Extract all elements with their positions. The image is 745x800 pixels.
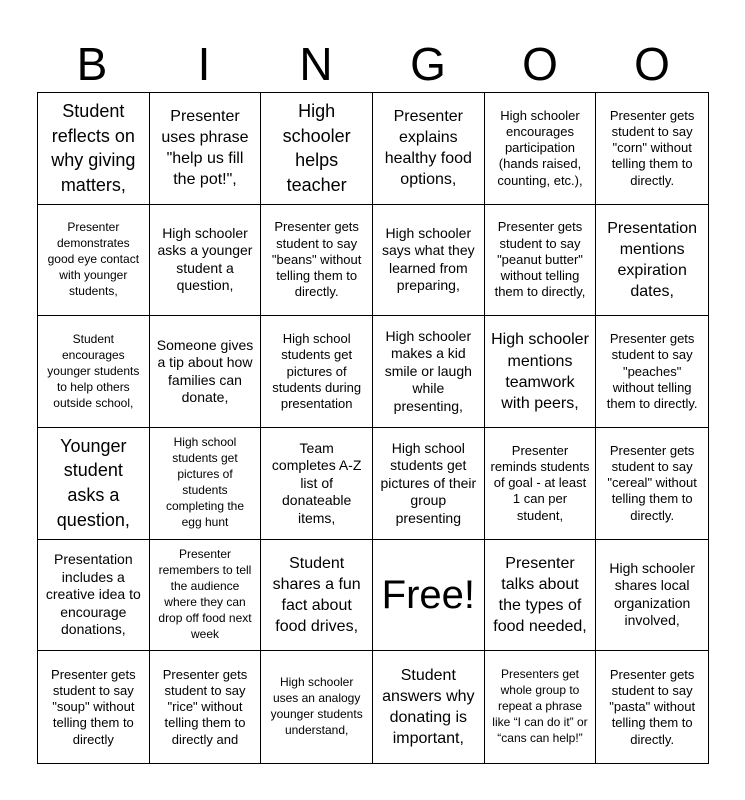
bingo-cell[interactable]: High schooler makes a kid smile or laugh while presenting, — [373, 316, 485, 428]
bingo-cell[interactable]: High school students get pictures of students during presentation — [261, 316, 373, 428]
bingo-cell[interactable]: Presenter remembers to tell the audience where they can drop off food next week — [150, 540, 262, 652]
free-space[interactable]: Free! — [373, 540, 485, 652]
bingo-cell[interactable]: High schooler says what they learned from preparing, — [373, 205, 485, 317]
header-letter-n: N — [299, 38, 333, 90]
bingo-cell[interactable]: Presenter gets student to say "corn" without telling them to directly. — [596, 93, 708, 205]
bingo-cell[interactable]: Presenter gets student to say "peaches" without telling them to directly. — [596, 316, 708, 428]
bingo-cell[interactable]: Presentation mentions expiration dates, — [596, 205, 708, 317]
bingo-cell[interactable]: Student reflects on why giving matters, — [38, 93, 150, 205]
bingo-cell[interactable]: High schooler encourages participation (hands raised, counting, etc.), — [485, 93, 597, 205]
bingo-cell[interactable]: Presenter gets student to say "peanut butter" without telling them to directly, — [485, 205, 597, 317]
bingo-cell[interactable]: Presenter gets student to say "soup" without telling them to directly — [38, 651, 150, 763]
header-letter-o-2: O — [634, 38, 670, 90]
bingo-cell[interactable]: Student answers why donating is important, — [373, 651, 485, 763]
bingo-cell[interactable]: Presenter reminds students of goal - at least 1 can per student, — [485, 428, 597, 540]
header-letter-o: O — [522, 38, 558, 90]
header-letter-g: G — [410, 38, 446, 90]
bingo-cell[interactable]: High schooler uses an analogy younger students understand, — [261, 651, 373, 763]
bingo-cell[interactable]: High schooler helps teacher — [261, 93, 373, 205]
bingo-cell[interactable]: High schooler mentions teamwork with peers, — [485, 316, 597, 428]
bingo-cell[interactable]: Presenter gets student to say "pasta" without telling them to directly. — [609, 666, 696, 747]
header-letter-i: I — [197, 38, 211, 90]
bingo-cell[interactable]: Presenter uses phrase "help us fill the pot!", — [150, 93, 262, 205]
bingo-cell[interactable]: Presenter gets student to say "rice" without telling them to directly and — [150, 651, 262, 763]
bingo-cell[interactable]: Presenter gets student to say "cereal" without telling them to directly. — [596, 428, 708, 540]
bingo-cell[interactable]: Younger student asks a question, — [38, 428, 150, 540]
bingo-cell[interactable]: High school students get pictures of their group presenting — [373, 428, 485, 540]
bingo-cell[interactable]: High schooler asks a younger student a question, — [150, 205, 262, 317]
bingo-cell[interactable]: Someone gives a tip about how families can donate, — [150, 316, 262, 428]
bingo-cell[interactable]: Team completes A-Z list of donateable items, — [261, 428, 373, 540]
bingo-cell[interactable]: Student shares a fun fact about food drives, — [261, 540, 373, 652]
bingo-cell[interactable]: High school students get pictures of students completing the egg hunt — [150, 428, 262, 540]
bingo-cell[interactable]: Presenter demonstrates good eye contact with younger students, — [38, 205, 150, 317]
bingo-cell[interactable]: Presenter talks about the types of food needed, — [485, 540, 597, 652]
bingo-cell[interactable]: Presenters get whole group to repeat a phrase like “I can do it” or “cans can help!” — [485, 651, 597, 763]
bingo-cell[interactable]: Presenter gets student to say "beans" without telling them to directly. — [261, 205, 373, 317]
bingo-cell[interactable]: Presenter explains healthy food options, — [373, 93, 485, 205]
bingo-cell[interactable]: Student encourages younger students to help others outside school, — [38, 316, 150, 428]
bingo-cell[interactable]: Presentation includes a creative idea to encourage donations, — [38, 540, 150, 652]
bingo-cell[interactable]: High schooler shares local organization involved, — [596, 540, 708, 652]
bingo-header — [36, 36, 708, 92]
bingo-board — [37, 92, 709, 764]
header-letter-b: B — [76, 38, 108, 90]
